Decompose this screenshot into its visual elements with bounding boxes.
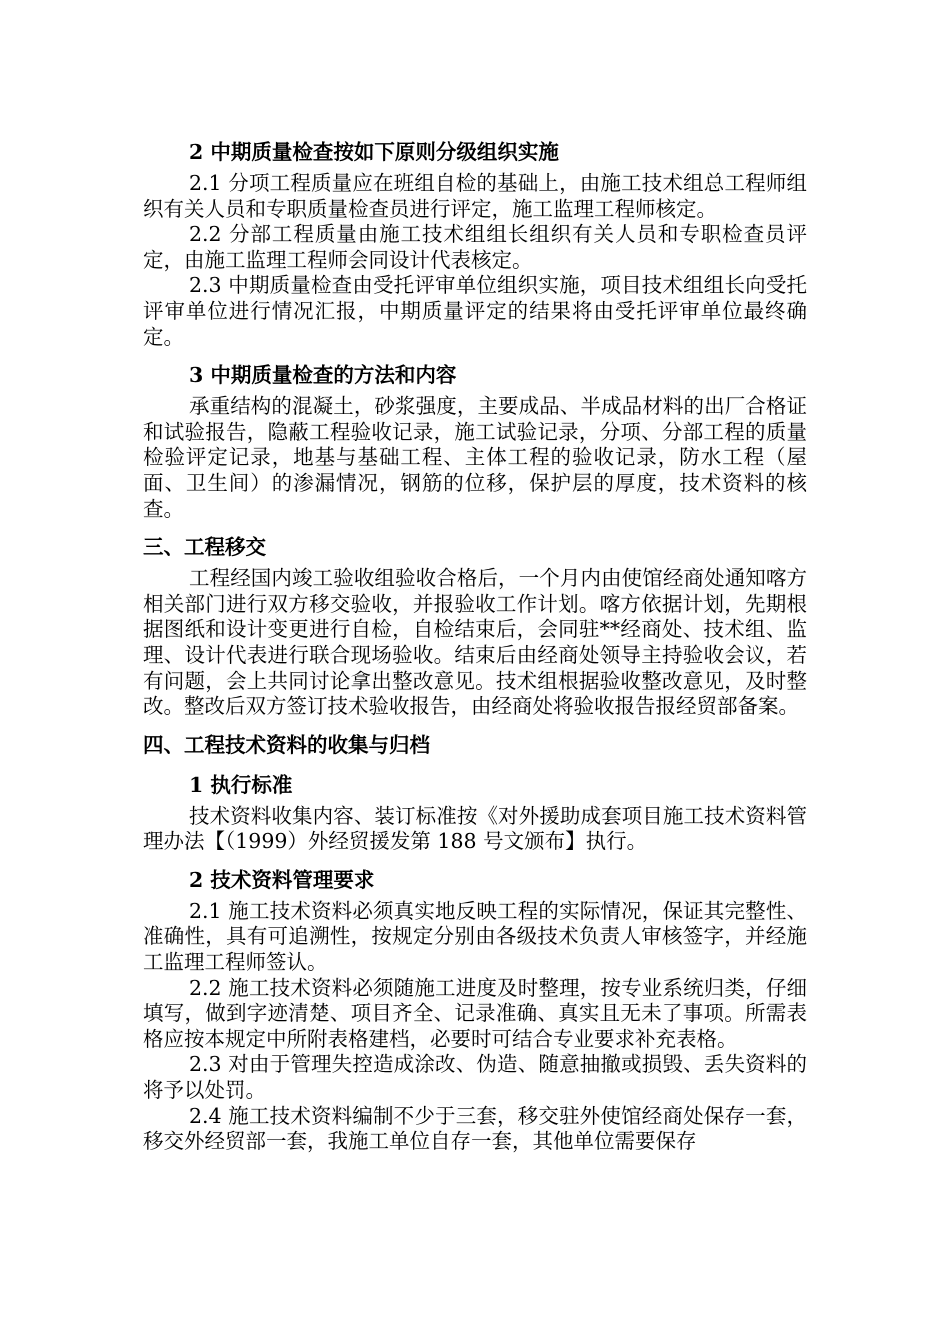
paragraph-4-2-4: 2.4 施工技术资料编制不少于三套，移交驻外使馆经商处保存一套，移交外经贸部一套，我施工单位自存一套，其他单位需要保存 xyxy=(143,1103,807,1154)
paragraph-4-2-3: 2.3 对由于管理失控造成涂改、伪造、随意抽撤或损毁、丢失资料的将予以处罚。 xyxy=(143,1052,807,1103)
paragraph-standards: 技术资料收集内容、装订标准按《对外援助成套项目施工技术资料管理办法【（1999）外经贸援发第 188 号文颁布】执行。 xyxy=(143,803,807,854)
heading-mid-check-principles: 2 中期质量检查按如下原则分级组织实施 xyxy=(189,140,559,164)
heading-standards: 1 执行标准 xyxy=(189,772,293,797)
paragraph-2-2: 2.2 分部工程质量由施工技术组组长组织有关人员和专职检查员评定，由施工监理工程师会同设计代表核定。 xyxy=(143,222,807,272)
paragraph-3: 承重结构的混凝土，砂浆强度，主要成品、半成品材料的出厂合格证和试验报告，隐蔽工程验收记录，施工试验记录，分项、分部工程的质量检验评定记录，地基与基础工程、主体工程的验收记录，防水工程（屋面、卫生间）的渗漏情况，钢筋的位移，保护层的厚度，技术资料的核查。 xyxy=(143,394,807,521)
document-page xyxy=(143,132,807,1155)
heading-project-handover: 三、工程移交 xyxy=(143,535,266,560)
paragraph-handover: 工程经国内竣工验收组验收合格后，一个月内由使馆经商处通知喀方相关部门进行双方移交验收，并报验收工作计划。喀方依据计划，先期根据图纸和设计变更进行自检，自检结束后，会同驻**经商处、技术组、监理、设计代表进行联合现场验收。结束后由经商处领导主持验收会议，若有问题，会上共同讨论拿出整改意见。技术组根据验收整改意见，及时整改。整改后双方签订技术验收报告，由经商处将验收报告报经贸部备案。 xyxy=(143,566,807,719)
heading-document-requirements: 2 技术资料管理要求 xyxy=(189,867,375,892)
heading-mid-check-methods: 3 中期质量检查的方法和内容 xyxy=(189,363,457,388)
paragraph-2-3: 2.3 中期质量检查由受托评审单位组织实施，项目技术组组长向受托评审单位进行情况汇报，中期质量评定的结果将由受托评审单位最终确定。 xyxy=(143,273,807,349)
paragraph-4-2-1: 2.1 施工技术资料必须真实地反映工程的实际情况，保证其完整性、准确性，具有可追溯性，按规定分别由各级技术负责人审核签字，并经施工监理工程师签认。 xyxy=(143,898,807,975)
heading-technical-documents: 四、工程技术资料的收集与归档 xyxy=(143,732,430,757)
paragraph-2-1: 2.1 分项工程质量应在班组自检的基础上，由施工技术组总工程师组织有关人员和专职质量检查员进行评定，施工监理工程师核定。 xyxy=(143,171,807,221)
paragraph-4-2-2: 2.2 施工技术资料必须随施工进度及时整理，按专业系统归类，仔细填写，做到字迹清楚、项目齐全、记录准确、真实且无未了事项。所需表格应按本规定中所附表格建档，必要时可结合专业要求补充表格。 xyxy=(143,975,807,1051)
